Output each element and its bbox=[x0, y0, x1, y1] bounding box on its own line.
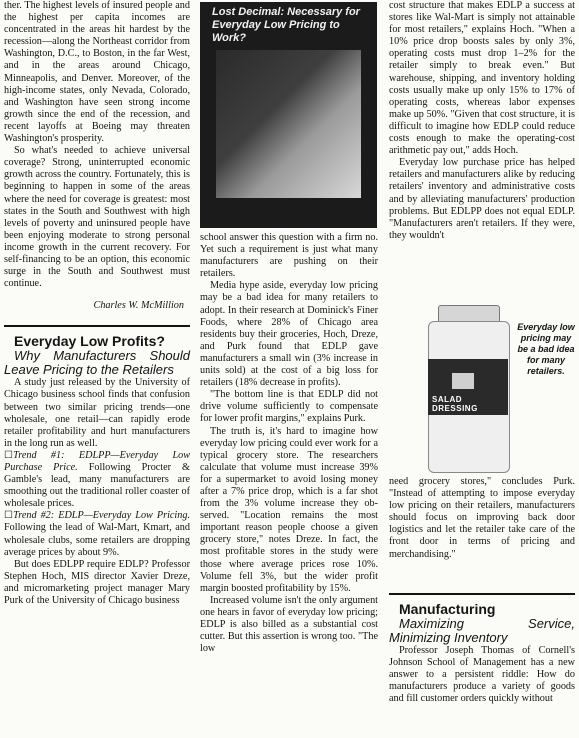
paragraph: A study just released by the University of Chicago business school finds that confusion between two similar pricing trends—one wholesale, one retail—can rapidly erode retailer profitability and hurt manufacturers in the long run as well. bbox=[4, 377, 190, 449]
paragraph: The truth is, it's hard to imagine how everyday low pricing could ever work for a typical grocery store. The researchers calculate that volume must increase 39% for a supermarket to avoid losing money after a 7% price drop, which is a far shot from the 3% volume increase they observed. "Location remains the most important reason people choose a given grocery store," notes Dreze. In fact, the most profitable stores in the study were those where average prices rose 10%. Volume fell 3%, but the wider profit margin boosted profitability by 15%. bbox=[200, 425, 378, 594]
column-middle bbox=[200, 232, 378, 655]
article-headline: Manufacturing bbox=[399, 600, 496, 617]
article-subhead: Why Manufacturers Should Leave Pricing to the Retailers bbox=[4, 348, 190, 378]
checkbox-icon: ☐ bbox=[4, 510, 14, 522]
trend-item bbox=[4, 510, 190, 558]
paragraph: ther. The highest levels of insured people and the highest per capita incomes are concentrated in the areas hit hardest by the recession—along the Northeast corridor from Washington, D.C., to Boston, in the far West, and in the areas around Chicago, Minneapolis, and Denver. Moreover, of the high-income states, only Nevada, Colorado, and Washington have seen strong income growth since the end of the recession, and recent layoffs at Boeing may threaten Washington's prosperity. bbox=[4, 0, 190, 145]
trend-label: Trend #2: EDLP—Everyday Low Pricing. bbox=[13, 510, 190, 522]
paragraph: school answer this question with a firm no. Yet such a requirement is just what many manufacturers are pushing on their retailers. bbox=[200, 232, 378, 280]
jar-caption: Everyday low pricing may be a bad idea for many retailers. bbox=[517, 322, 575, 376]
section-rule bbox=[389, 593, 575, 595]
article-subhead: Maximizing Service, Minimizing Inventory bbox=[389, 615, 575, 645]
price-tag-icon bbox=[452, 373, 474, 389]
trend-item bbox=[4, 450, 190, 510]
checkbox-icon: ☐ bbox=[4, 449, 14, 461]
author-signature: Charles W. McMillion bbox=[93, 300, 184, 312]
paragraph: need grocery stores," concludes Purk. "Instead of attempting to impose everyday low pricing on their retailers, manufacturers should focus on improving back door logistics and let the retailer take care of the front door in terms of pricing and merchandising." bbox=[389, 476, 575, 560]
trend-label: Trend #1: EDLPP—Everyday Low Purchase Price. bbox=[4, 449, 190, 473]
paragraph: Professor Joseph Thomas of Cornell's Johnson School of Management has a new answer to a persistent riddle: How do manufacturers produce a variety of goods and fill customer orders quickly without bbox=[389, 644, 575, 705]
cover-photo bbox=[200, 2, 377, 228]
jar-label-text: SALAD DRESSING bbox=[432, 395, 478, 413]
paragraph: But does EDLPP require EDLP? Professor Stephen Hoch, MIS director Xavier Dreze, and micromarketing project manager Mary Purk of the University of Chicago business bbox=[4, 558, 190, 607]
paragraph: "The bottom line is that EDLP did not drive volume sufficiently to compensate for lower profit margins," explains Purk. bbox=[200, 389, 378, 425]
column-left bbox=[4, 0, 190, 607]
paragraph: So what's needed to achieve universal coverage? Strong, uninterrupted economic growth across the country. Fortunately, this is beginning to happen in some of the areas where the need for coverage is greatest: most states in the South and Southwest with high levels of poverty and uninsured people have been enjoying moderate to strong personal income growth in the current recovery. For self-financing to be an option, this economic surge in the South and Southwest must continue. bbox=[4, 145, 190, 290]
photo-image bbox=[216, 50, 361, 198]
column-right-lower bbox=[389, 476, 575, 705]
trend-text: Following Procter & Gamble's lead, many manufacturers are smoothing out the traditional roller coaster of wholesale prices. bbox=[4, 462, 190, 510]
salad-dressing-jar-illustration bbox=[424, 305, 512, 475]
paragraph: cost structure that makes EDLP a success at stores like Wal-Mart is simply not attainable for most retailers," explains Hoch. "When a 10% price drop boosts sales by only 3%, operating costs must drop 1–2% for the retailer simply to break even." But warehouse, shipping, and inventory holding costs usually make up only 15% to 17% of operating costs, whereas labor expenses make up 50%. "Given that cost structure, it is difficult to imagine how EDLP could reduce costs enough to make the operating-cost arithmetic pay out," adds Hoch. bbox=[389, 0, 575, 157]
article-headline: Everyday Low Profits? bbox=[14, 333, 165, 350]
paragraph: Everyday low purchase price has helped retailers and manufacturers alike by reducing retailers' inventory and administrative costs and by alleviating manufacturers' production problems. But EDLPP does not equal EDLP. "Manufacturers aren't retailers. If they were, they wouldn't bbox=[389, 157, 575, 241]
section-rule bbox=[4, 325, 190, 327]
column-right bbox=[389, 0, 575, 242]
paragraph: Media hype aside, everyday low pricing may be a bad idea for many retailers to adopt. In their research at Dominick's Finer Foods, where 28% of Chicago area residents buy their groceries, Hoch, Dreze, and Purk found that EDLP gave manufacturers a small win (3% increase in units sold) at the cost of a big loss for retailers (18% decrease in profits). bbox=[200, 280, 378, 389]
photo-caption: Lost Decimal: Necessary for Everyday Low Pricing to Work? bbox=[212, 6, 360, 44]
paragraph: Increased volume isn't the only argument one hears in favor of everyday low pricing; EDLP is also billed as a substantial cost cutter. But this assertion is wrong too. "The low bbox=[200, 594, 378, 655]
trend-text: Following the lead of Wal-Mart, Kmart, and wholesale clubs, some retailers are dropping average prices by about 9%. bbox=[4, 522, 190, 558]
